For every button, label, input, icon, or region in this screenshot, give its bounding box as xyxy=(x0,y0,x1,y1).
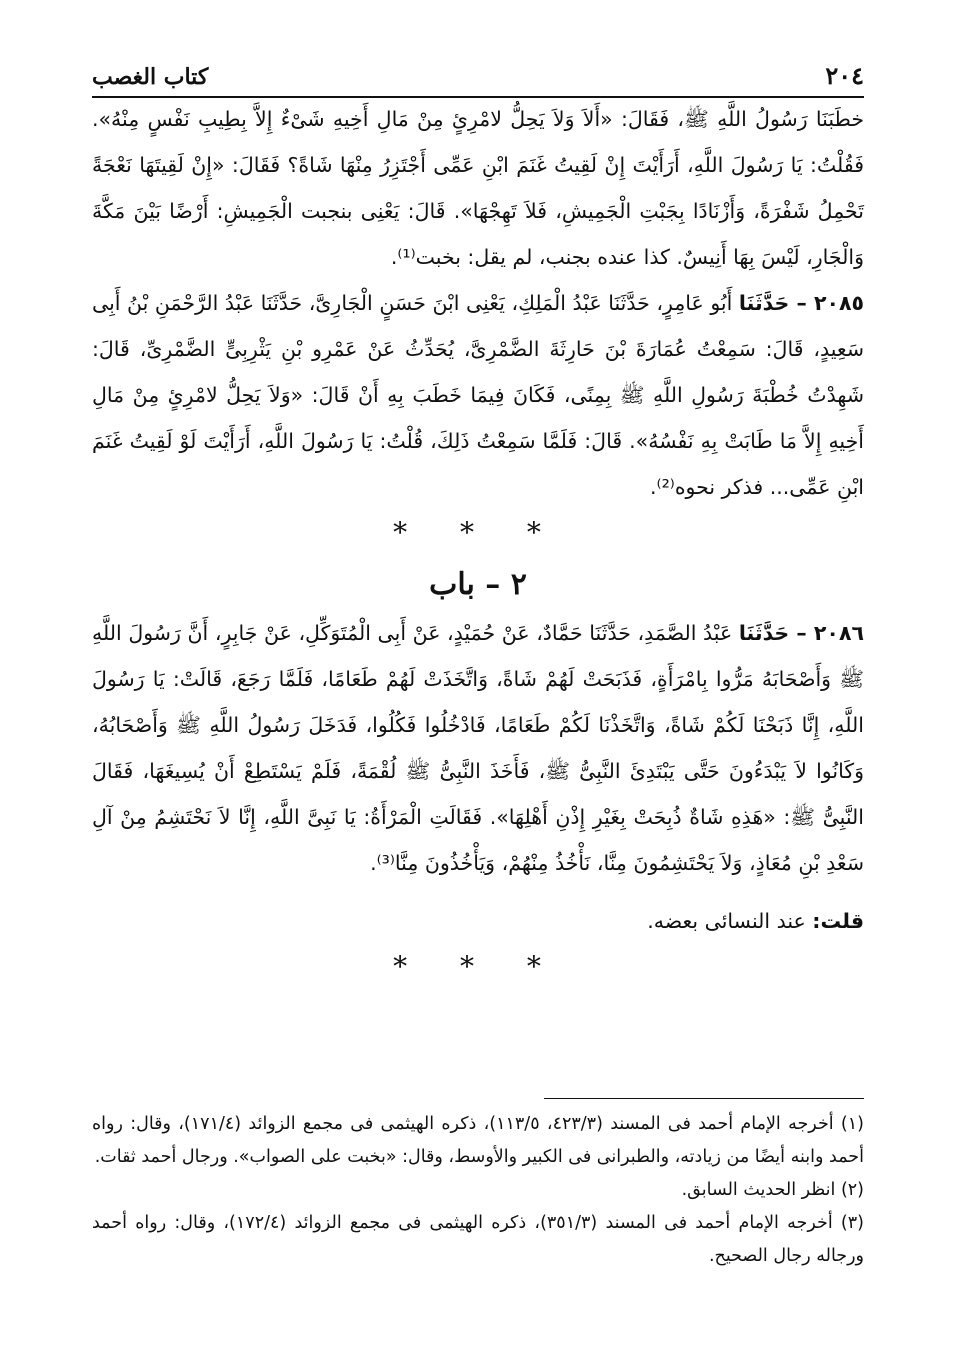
book-title: كتاب الغصب xyxy=(92,64,209,90)
editor-note xyxy=(92,898,864,944)
editor-note-text: عند النسائى بعضه. xyxy=(647,909,806,933)
chapter-heading: ٢ – باب xyxy=(429,567,527,602)
footnote-3: (٣) أخرجه الإمام أحمد فى المسند (٣٥١/٣)، ذكره الهيثمى فى مجمع الزوائد (١٧٢/٤)، وقال: رواه أحمد ورجاله رجال الصحيح. xyxy=(92,1213,864,1266)
section-divider: * * * xyxy=(393,516,563,549)
section-divider: * * * xyxy=(393,950,563,983)
footnote-1: (١) أخرجه الإمام أحمد فى المسند (٤٢٣/٣، ١١٣/٥)، ذكره الهيثمى فى مجمع الزوائد (١٧١/٤)، وقال: رواه أحمد وابنه أيضًا من زيادته، والطبرانى فى الكبير والأوسط، وقال: «بخبت على الصواب». ورجال أحمد ثقات. xyxy=(92,1114,864,1167)
hadith-2086 xyxy=(92,610,864,886)
editor-note-label: قلت: xyxy=(812,909,864,933)
hadith-number-2085: ٢٠٨٥ – حَدَّثَنَا xyxy=(738,291,864,315)
page-number: ٢٠٤ xyxy=(825,61,864,90)
page-body xyxy=(92,96,864,993)
hadith-text-2085: أَبُو عَامِرٍ، حَدَّثَنَا عَبْدُ الْمَلِكِ، يَعْنِى ابْنَ حَسَنٍ الْجَارِىَّ، حَدَّثَنَا عَبْدُ الرَّحْمَنِ بْنُ أَبِى سَعِيدٍ، قَالَ: سَمِعْتُ عُمَارَةَ بْنَ حَارِثَةَ الضَّمْرِىَّ، يُحَدِّثُ عَنْ عَمْرِو بْنِ يَثْرِبِىٍّ الضَّمْرِىِّ، قَالَ: شَهِدْتُ خُطْبَةَ رَسُولِ اللَّهِ ﷺ بِمِنًى، فَكَانَ فِيمَا خَطَبَ بِهِ أَنْ قَالَ: «وَلاَ يَحِلُّ لامْرِئٍ مِنْ مَالِ أَخِيهِ إِلاَّ مَا طَابَتْ بِهِ نَفْسُهُ». قَالَ: فَلَمَّا سَمِعْتُ ذَلِكَ، قُلْتُ: يَا رَسُولَ اللَّهِ، أَرَأَيْتَ لَوْ لَقِيتُ غَنَمَ ابْنِ عَمِّى... فذكر نحوه⁽²⁾. xyxy=(92,291,864,499)
hadith-continuation: خطَبَنَا رَسُولُ اللَّهِ ﷺ، فَقَالَ: «أَلاَ وَلاَ يَحِلُّ لامْرِئٍ مِنْ مَالِ أَخِيهِ شَىْءٌ إِلاَّ بِطِيبِ نَفْسٍ مِنْهُ». فَقُلْتُ: يَا رَسُولَ اللَّهِ، أَرَأَيْتَ إِنْ لَقِيتُ غَنَمَ ابْنِ عَمِّى أَجْتَزِرُ مِنْهَا شَاةً؟ فَقَالَ: «إِنْ لَقِيتَهَا نَعْجَةً تَحْمِلُ شَفْرَةً، وَأَزْنَادًا بِجَبْتِ الْجَمِيشِ، فَلاَ تَهِجْهَا». قَالَ: يَعْنِى بنجبت الْجَمِيشِ: أَرْضًا بَيْنَ مَكَّةَ وَالْجَارِ، لَيْسَ بِهَا أَنِيسٌ. كذا عنده بجنب، لم يقل: بخبت⁽¹⁾. xyxy=(92,107,864,269)
page-header xyxy=(92,50,864,98)
footnotes xyxy=(92,1108,864,1273)
hadith-2085 xyxy=(92,280,864,510)
footnote-2: (٢) انظر الحديث السابق. xyxy=(681,1180,864,1200)
hadith-text-2086: عَبْدُ الصَّمَدِ، حَدَّثَنَا حَمَّادٌ، عَنْ حُمَيْدٍ، عَنْ أَبِى الْمُتَوَكِّلِ، عَنْ جَابِرٍ، أَنَّ رَسُولَ اللَّهِ ﷺ وَأَصْحَابَهُ مَرُّوا بِامْرَأَةٍ، فَذَبَحَتْ لَهُمْ شَاةً، وَاتَّخَذَتْ لَهُمْ طَعَامًا، فَلَمَّا رَجَعَ، قَالَتْ: يَا رَسُولَ اللَّهِ، إِنَّا ذَبَحْنَا لَكُمْ شَاةً، وَاتَّخَذْنَا لَكُمْ طَعَامًا، فَادْخُلُوا فَكُلُوا، فَدَخَلَ رَسُولُ اللَّهِ ﷺ وَأَصْحَابُهُ، وَكَانُوا لاَ يَبْدَءُونَ حَتَّى يَبْتَدِئَ النَّبِىُّ ﷺ، فَأَخَذَ النَّبِىُّ ﷺ لُقْمَةً، فَلَمْ يَسْتَطِعْ أَنْ يُسِيغَهَا، فَقَالَ النَّبِىُّ ﷺ: «هَذِهِ شَاةٌ ذُبِحَتْ بِغَيْرِ إِذْنِ أَهْلِهَا». فَقَالَتِ الْمَرْأَةُ: يَا نَبِىَّ اللَّهِ، إِنَّا لاَ نَحْتَشِمُ مِنْ آلِ سَعْدِ بْنِ مُعَاذٍ، وَلاَ يَحْتَشِمُونَ مِنَّا، نَأْخُذُ مِنْهُمْ، وَيَأْخُذُونَ مِنَّا⁽³⁾. xyxy=(92,621,864,875)
hadith-number-2086: ٢٠٨٦ – حَدَّثَنَا xyxy=(738,621,864,645)
footnote-divider xyxy=(544,1098,864,1099)
